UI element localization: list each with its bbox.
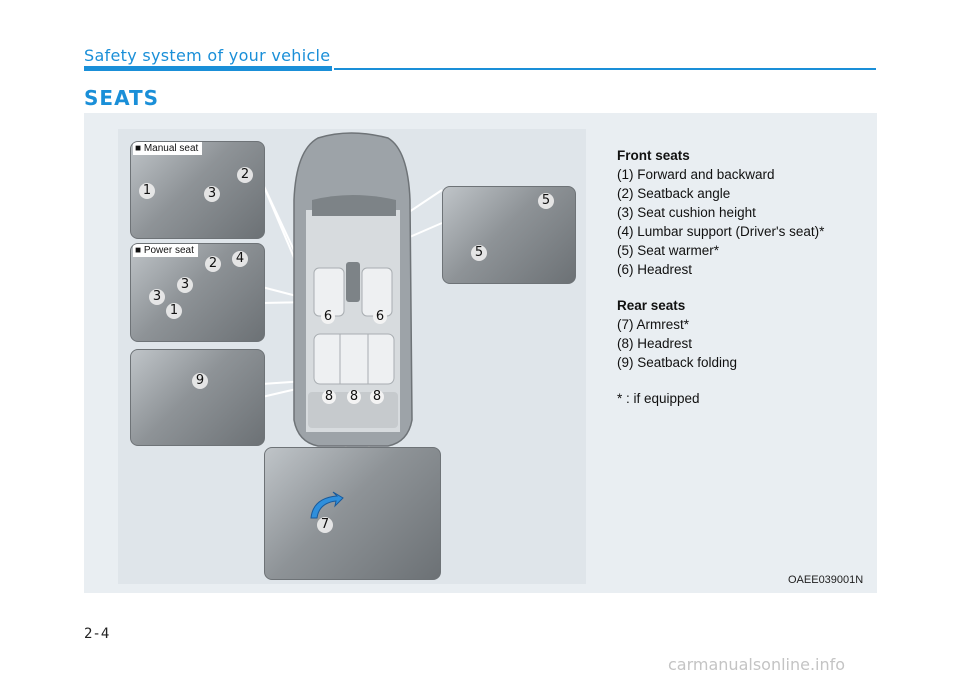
legend-rear-heading: Rear seats [617,298,686,313]
legend-footnote: * : if equipped [617,391,700,406]
legend [617,146,867,408]
callout-armrest-7: 7 [317,517,333,533]
callout-car-6b: 6 [373,310,387,324]
callout-car-8a: 8 [322,390,336,404]
manual-seat-label: ■ Manual seat [133,142,202,155]
legend-front-item: (5) Seat warmer* [617,243,720,258]
callout-power-4: 4 [232,251,248,267]
legend-front-item: (3) Seat cushion height [617,205,756,220]
page-number: 2-4 [84,626,110,642]
callout-manual-2: 2 [237,167,253,183]
figure-code: OAEE039001N [788,574,864,586]
seat-warmer-photo [442,186,576,284]
legend-front-item: (4) Lumbar support (Driver's seat)* [617,224,825,239]
rear-fold-photo [130,349,265,446]
legend-rear-item: (7) Armrest* [617,317,690,332]
header-title: Safety system of your vehicle [84,46,331,65]
armrest-photo [264,447,441,580]
watermark: carmanualsonline.info [668,655,846,674]
power-seat-label: ■ Power seat [133,244,198,257]
legend-front-heading: Front seats [617,148,690,163]
legend-front-item: (1) Forward and backward [617,167,775,182]
callout-warmer-5a: 5 [538,193,554,209]
legend-spacer [617,372,867,389]
callout-power-1: 1 [166,303,182,319]
callout-car-8c: 8 [370,390,384,404]
callout-car-8b: 8 [347,390,361,404]
legend-spacer [617,279,867,296]
callout-car-6a: 6 [321,310,335,324]
callout-warmer-5b: 5 [471,245,487,261]
callout-rear-9: 9 [192,373,208,389]
legend-front-item: (2) Seatback angle [617,186,731,201]
legend-rear-item: (9) Seatback folding [617,355,738,370]
legend-rear-item: (8) Headrest [617,336,693,351]
callout-manual-3: 3 [204,186,220,202]
callout-manual-1: 1 [139,183,155,199]
callout-power-2: 2 [205,256,221,272]
legend-front-item: (6) Headrest [617,262,693,277]
callout-power-3b: 3 [149,289,165,305]
section-title: SEATS [84,86,160,110]
callout-power-3: 3 [177,277,193,293]
